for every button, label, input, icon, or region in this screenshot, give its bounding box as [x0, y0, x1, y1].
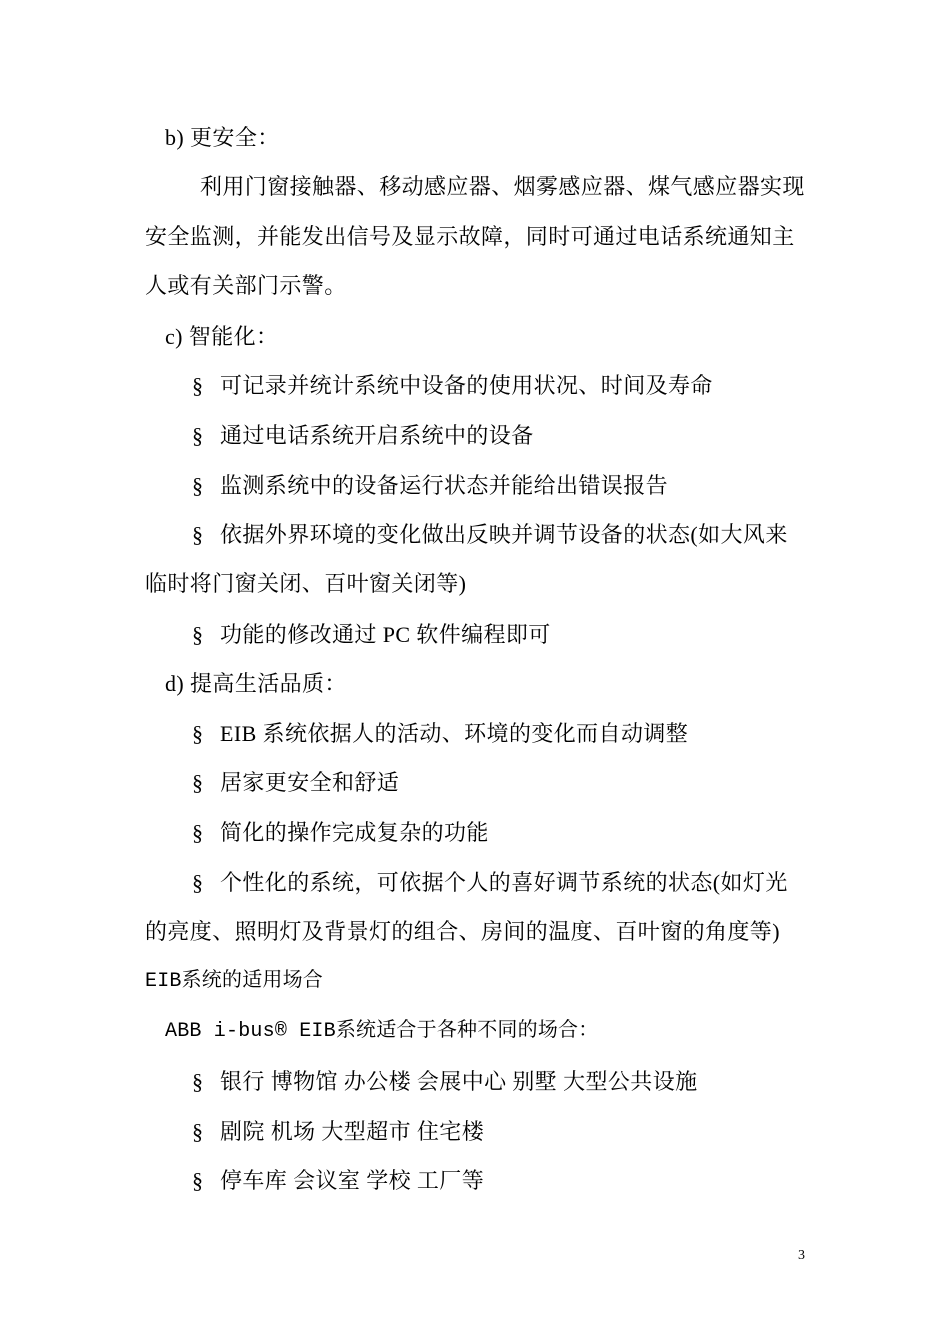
bullet-text: 个性化的系统，可依据个人的喜好调节系统的状态(如灯光 — [220, 870, 788, 895]
section-c-bullet-1 — [192, 372, 713, 400]
bullet-text: 监测系统中的设备运行状态并能给出错误报告 — [220, 473, 669, 498]
bullet-text: 停车库 会议室 学校 工厂等 — [220, 1168, 485, 1193]
bullet-text: 通过电话系统开启系统中的设备 — [220, 423, 534, 448]
section-c-bullet-5 — [192, 621, 551, 649]
section-mark-icon: § — [192, 870, 204, 895]
bullet-text: EIB 系统依据人的活动、环境的变化而自动调整 — [220, 721, 689, 746]
section-c-bullet-2 — [192, 422, 534, 450]
section-d-bullet-4 — [192, 869, 788, 897]
page-number: 3 — [798, 1248, 805, 1263]
section-mark-icon: § — [192, 473, 204, 498]
section-mark-icon: § — [192, 423, 204, 448]
applications-bullet-2 — [192, 1118, 484, 1146]
section-b-heading: b) 更安全： — [165, 125, 280, 150]
applications-bullet-1 — [192, 1068, 698, 1096]
section-mark-icon: § — [192, 770, 204, 795]
section-mark-icon: § — [192, 721, 204, 746]
section-c-bullet-4 — [192, 521, 788, 549]
section-mark-icon: § — [192, 1119, 204, 1144]
section-c-bullet-3 — [192, 472, 668, 500]
section-d-bullet-2 — [192, 769, 399, 797]
bullet-text: 简化的操作完成复杂的功能 — [220, 820, 489, 845]
applications-heading: EIB系统的适用场合 — [145, 970, 324, 993]
bullet-text: 依据外界环境的变化做出反映并调节设备的状态(如大风来 — [220, 522, 788, 547]
section-d-bullet-1 — [192, 720, 688, 748]
section-d-heading: d) 提高生活品质： — [165, 671, 347, 696]
section-c-heading: c) 智能化： — [165, 324, 279, 349]
section-d-bullet-3 — [192, 819, 489, 847]
section-mark-icon: § — [192, 622, 204, 647]
bullet-text: 剧院 机场 大型超市 住宅楼 — [220, 1119, 485, 1144]
section-mark-icon: § — [192, 1168, 204, 1193]
section-mark-icon: § — [192, 522, 204, 547]
section-b-paragraph-line-1: 利用门窗接触器、移动感应器、烟雾感应器、煤气感应器实现 — [200, 174, 805, 199]
section-b-paragraph-line-3: 人或有关部门示警。 — [145, 273, 347, 298]
applications-bullet-3 — [192, 1167, 484, 1195]
applications-intro: ABB i-bus® EIB系统适合于各种不同的场合： — [165, 1020, 599, 1043]
section-mark-icon: § — [192, 373, 204, 398]
bullet-text: 居家更安全和舒适 — [220, 770, 400, 795]
bullet-text: 功能的修改通过 PC 软件编程即可 — [220, 622, 551, 647]
section-d-bullet-4-continuation: 的亮度、照明灯及背景灯的组合、房间的温度、百叶窗的角度等) — [145, 919, 780, 944]
section-mark-icon: § — [192, 1069, 204, 1094]
section-b-paragraph-line-2: 安全监测，并能发出信号及显示故障，同时可通过电话系统通知主 — [145, 224, 795, 249]
section-mark-icon: § — [192, 820, 204, 845]
bullet-text: 可记录并统计系统中设备的使用状况、时间及寿命 — [220, 373, 713, 398]
bullet-text: 银行 博物馆 办公楼 会展中心 别墅 大型公共设施 — [220, 1069, 698, 1094]
section-c-bullet-4-continuation: 临时将门窗关闭、百叶窗关闭等) — [145, 571, 467, 596]
